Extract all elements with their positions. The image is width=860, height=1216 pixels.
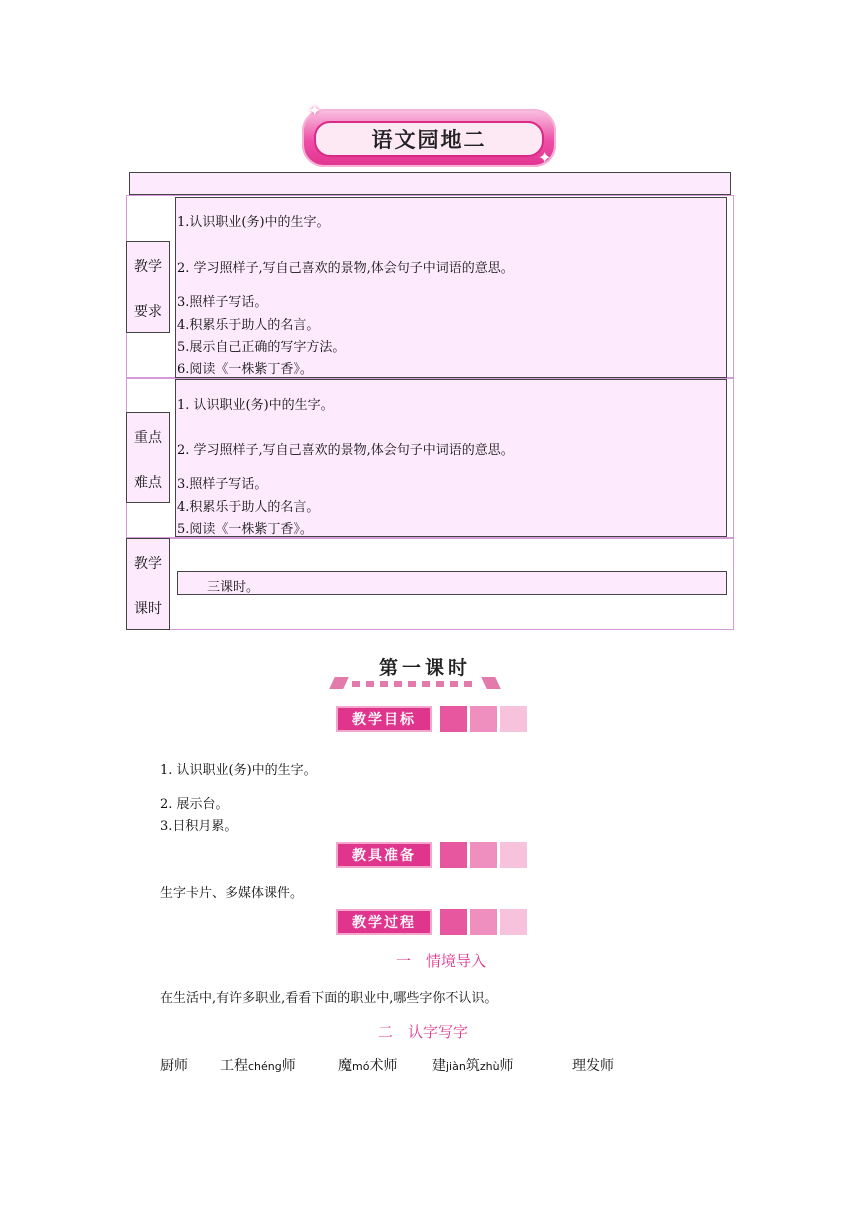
decor-square: [500, 842, 527, 868]
row-label: 教学: [134, 259, 162, 275]
goal-item: 2. 展示台。: [160, 797, 229, 812]
list-item: 三课时。: [207, 580, 260, 595]
table-header-bar: [129, 172, 731, 195]
row-label: 难点: [134, 475, 162, 491]
vocab-word: 厨师: [160, 1058, 188, 1074]
decor-square: [470, 909, 497, 935]
section-heading: 一 情境导入: [396, 952, 487, 970]
lesson-title: 第一课时: [378, 657, 471, 679]
prep-tag: 教具准备: [336, 842, 432, 868]
vocab-word: 建jiàn筑zhù师: [432, 1058, 514, 1074]
goal-item: 1. 认识职业(务)中的生字。: [160, 763, 317, 778]
process-tag: 教学过程: [336, 909, 432, 935]
list-item: 4.积累乐于助人的名言。: [177, 500, 320, 515]
decor-square: [440, 909, 467, 935]
vocab-word: 魔mó术师: [338, 1058, 398, 1074]
decor-square: [500, 706, 527, 732]
vocab-word: 理发师: [572, 1058, 614, 1074]
list-item: 3.照样子写话。: [177, 477, 268, 492]
decor-square: [440, 842, 467, 868]
decor-square: [500, 909, 527, 935]
decor-square: [470, 842, 497, 868]
prep-text: 生字卡片、多媒体课件。: [160, 886, 304, 901]
title-underline: [332, 677, 502, 689]
list-item: 5.展示自己正确的写字方法。: [177, 340, 346, 355]
goals-tag: 教学目标: [336, 706, 432, 732]
list-item: 2. 学习照样子,写自己喜欢的景物,体会句子中词语的意思。: [177, 261, 514, 276]
row-label: 课时: [134, 601, 162, 617]
row-label: 要求: [134, 304, 162, 320]
star-icon: ✦: [308, 101, 322, 120]
list-item: 5.阅读《一株紫丁香》。: [177, 522, 313, 537]
list-item: 4.积累乐于助人的名言。: [177, 318, 320, 333]
list-item: 3.照样子写话。: [177, 295, 268, 310]
page-title: 语文园地二: [314, 121, 544, 157]
list-item: 1.认识职业(务)中的生字。: [177, 215, 330, 230]
goal-item: 3.日积月累。: [160, 819, 238, 834]
row-label: 重点: [134, 430, 162, 446]
section-text: 在生活中,有许多职业,看看下面的职业中,哪些字你不认识。: [160, 991, 498, 1006]
star-icon: ✦: [538, 148, 552, 167]
decor-square: [440, 706, 467, 732]
decor-square: [470, 706, 497, 732]
list-item: 2. 学习照样子,写自己喜欢的景物,体会句子中词语的意思。: [177, 443, 514, 458]
vocab-word: 工程chéng师: [220, 1058, 296, 1074]
row-label: 教学: [134, 556, 162, 572]
list-item: 6.阅读《一株紫丁香》。: [177, 362, 313, 377]
list-item: 1. 认识职业(务)中的生字。: [177, 398, 334, 413]
content-cell: [177, 571, 727, 595]
section-heading: 二 认字写字: [378, 1023, 469, 1041]
